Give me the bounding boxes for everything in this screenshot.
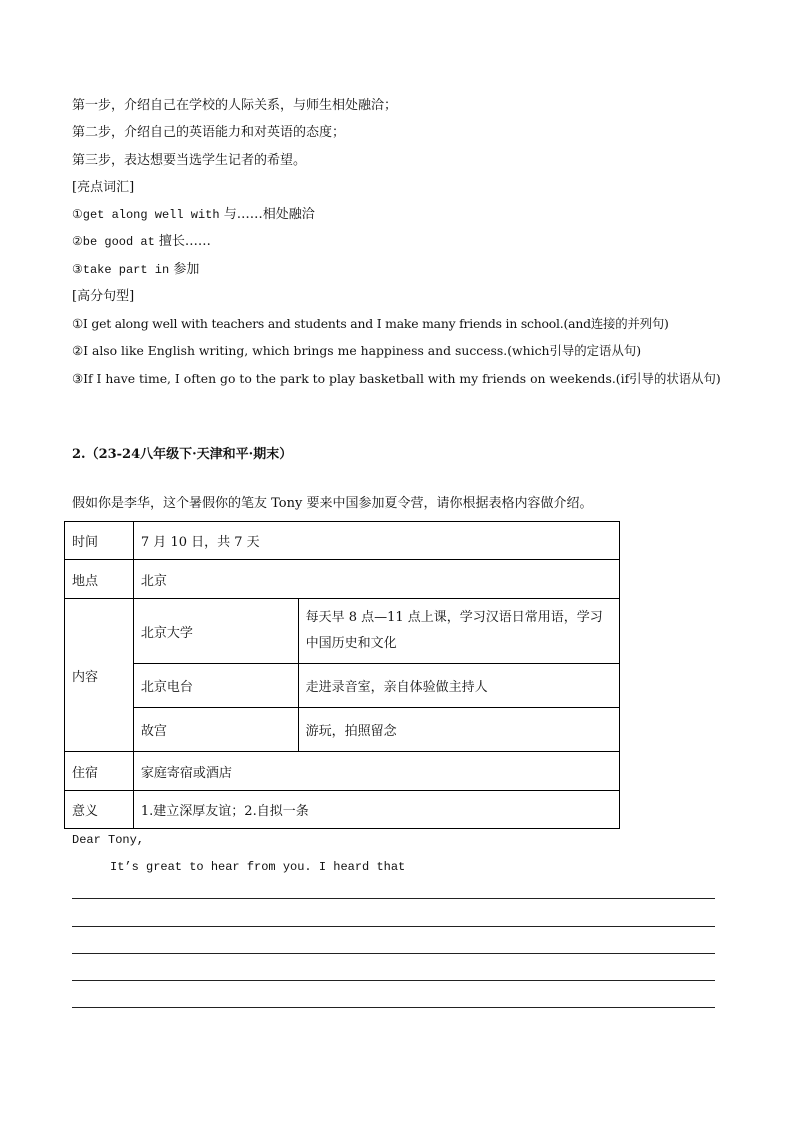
content-activity: 游玩，拍照留念 — [298, 708, 619, 752]
place-value: 北京 — [133, 560, 619, 599]
vocab-item — [72, 233, 211, 251]
answer-line[interactable] — [72, 926, 715, 927]
answer-line[interactable] — [72, 953, 715, 954]
content-place: 北京电台 — [133, 664, 298, 708]
stay-label: 住宿 — [65, 752, 134, 791]
place-label: 地点 — [65, 560, 134, 599]
camp-info-table — [64, 521, 620, 829]
answer-line[interactable] — [72, 980, 715, 981]
sentences-title: [高分句型] — [72, 289, 135, 304]
outline-step-2: 第二步，介绍自己的英语能力和对英语的态度； — [72, 125, 346, 140]
answer-line[interactable] — [72, 898, 715, 899]
outline-step-1: 第一步，介绍自己在学校的人际关系，与师生相处融洽； — [72, 98, 398, 113]
vocab-title: [亮点词汇] — [72, 180, 135, 195]
table-row — [65, 664, 620, 708]
vocab-item-en: ②be good at — [72, 235, 155, 249]
question-number-source: 2.（23-24八年级下·天津和平·期末） — [72, 447, 293, 462]
table-row — [65, 708, 620, 752]
meaning-label: 意义 — [65, 791, 134, 829]
table-row — [65, 752, 620, 791]
sentence-item: ①I get along well with teachers and students and I make many friends in school.(and连接的并列句) — [72, 316, 669, 331]
table-row — [65, 599, 620, 664]
content-place: 北京大学 — [133, 599, 298, 664]
vocab-item — [72, 206, 315, 224]
letter-greeting: Dear Tony, — [72, 833, 145, 847]
content-activity: 走进录音室，亲自体验做主持人 — [298, 664, 619, 708]
letter-opening: It’s great to hear from you. I heard that — [110, 860, 406, 874]
question-prompt: 假如你是李华，这个暑假你的笔友 Tony 要来中国参加夏令营，请你根据表格内容做介绍。 — [72, 496, 593, 511]
content-place: 故宫 — [133, 708, 298, 752]
table-row — [65, 560, 620, 599]
vocab-item-en: ③take part in — [72, 263, 170, 277]
content-activity: 每天早 8 点—11 点上课，学习汉语日常用语，学习中国历史和文化 — [298, 599, 619, 664]
time-label: 时间 — [65, 522, 134, 560]
sentence-item: ③If I have time, I often go to the park to play basketball with my friends on weekends.(if引导的状语从句) — [72, 371, 721, 386]
meaning-value: 1.建立深厚友谊；2.自拟一条 — [133, 791, 619, 829]
sentence-item: ②I also like English writing, which brings me happiness and success.(which引导的定语从句) — [72, 343, 642, 358]
answer-line[interactable] — [72, 1007, 715, 1008]
vocab-item-zh: 擅长…… — [158, 234, 211, 249]
table-row — [65, 522, 620, 560]
vocab-item-zh: 参加 — [173, 262, 200, 277]
table-row — [65, 791, 620, 829]
outline-step-3: 第三步，表达想要当选学生记者的希望。 — [72, 153, 307, 168]
vocab-item — [72, 261, 199, 279]
time-value: 7 月 10 日，共 7 天 — [133, 522, 619, 560]
vocab-item-zh: 与……相处融洽 — [223, 207, 315, 222]
stay-value: 家庭寄宿或酒店 — [133, 752, 619, 791]
content-label: 内容 — [65, 599, 134, 752]
vocab-item-en: ①get along well with — [72, 208, 220, 222]
